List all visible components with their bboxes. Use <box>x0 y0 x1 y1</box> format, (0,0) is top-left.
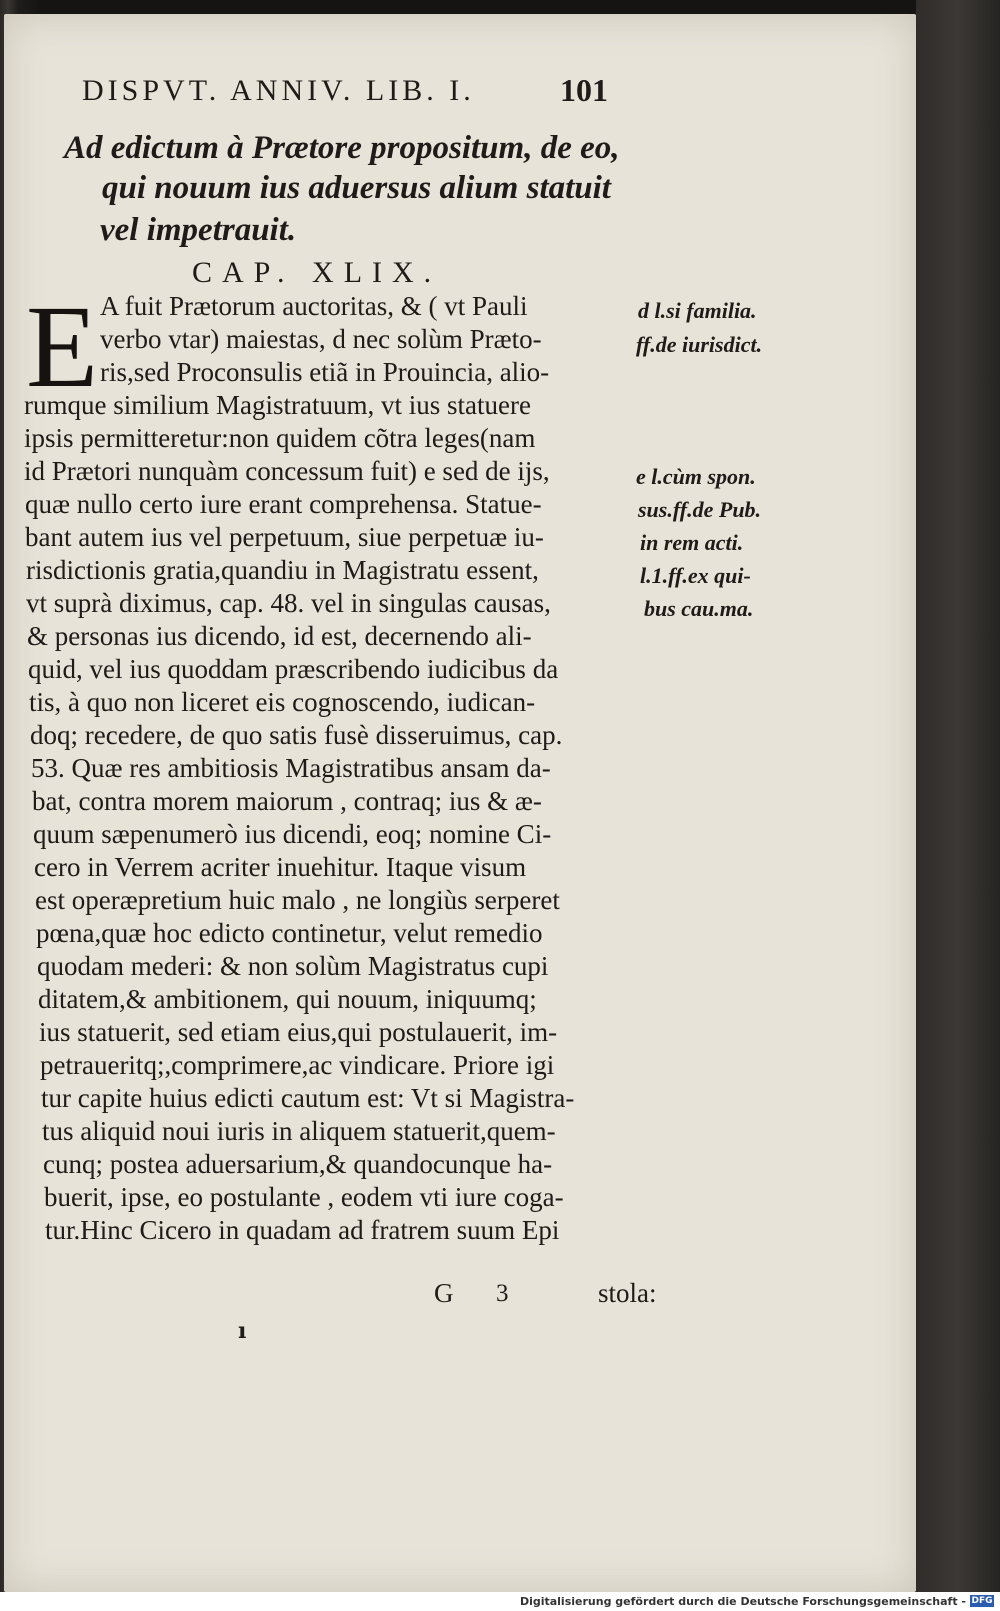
body-line: doq; recedere, de quo satis fusè disseruimus, cap. <box>30 720 563 750</box>
running-head: DISPVT. ANNIV. LIB. I. <box>82 74 475 107</box>
body-line: ris,sed Proconsulis etiã in Prouincia, alio- <box>100 357 550 387</box>
body-line: rumque similium Magistratuum, vt ius statuere <box>24 390 531 420</box>
margin-note: e l.cùm spon. <box>636 464 756 489</box>
body-line: quæ nullo certo iure erant comprehensa. Statue- <box>25 489 542 519</box>
body-line: tus aliquid noui iuris in aliquem statuerit,quem- <box>42 1116 556 1146</box>
body-line: cunq; postea aduersarium,& quandocunque ha- <box>43 1149 553 1179</box>
body-line: A fuit Prætorum auctoritas, & ( vt Pauli <box>100 291 528 321</box>
body-line: bant autem ius vel perpetuum, siue perpetuæ iu- <box>25 522 544 552</box>
body-line: quid, vel ius quoddam præscribendo iudicibus da <box>28 654 559 684</box>
catchword: stola: <box>598 1278 657 1308</box>
body-line: est operæpretium huic malo , ne longiùs serperet <box>35 885 560 915</box>
chapter-title-line: qui nouum ius aduersus alium statuit <box>102 170 611 206</box>
margin-note: ff.de iurisdict. <box>636 332 763 357</box>
chapter-heading: CAP. XLIX. <box>192 256 442 289</box>
body-line: tur capite huius edicti cautum est: Vt si Magistra- <box>41 1083 575 1113</box>
body-line: vt suprà diximus, cap. 48. vel in singulas causas, <box>26 588 551 618</box>
signature-mark: G <box>434 1278 454 1308</box>
signature-number: 3 <box>496 1280 509 1307</box>
margin-note: in rem acti. <box>640 530 744 555</box>
stray-ink-mark: ı <box>238 1318 247 1344</box>
body-line: verbo vtar) maiestas, d nec solùm Præto- <box>100 324 542 354</box>
body-line: pœna,quæ hoc edicto continetur, velut remedio <box>36 918 543 948</box>
body-line: ditatem,& ambitionem, qui nouum, iniquumq; <box>38 984 537 1014</box>
book-edge <box>916 0 1000 1611</box>
margin-note: sus.ff.de Pub. <box>638 497 762 522</box>
body-line: ius statuerit, sed etiam eius,qui postulauerit, im- <box>39 1017 558 1047</box>
body-line: id Prætori nunquàm concessum fuit) e sed de ijs, <box>24 456 550 486</box>
digitization-credit: Digitalisierung gefördert durch die Deutsche Forschungsgemeinschaft - <box>519 1595 966 1608</box>
body-line: bat, contra morem maiorum , contraq; ius & æ- <box>32 786 542 816</box>
body-line: 53. Quæ res ambitiosis Magistratibus ansam da- <box>31 753 551 783</box>
drop-cap-initial: E <box>26 281 99 412</box>
body-line: & personas ius dicendo, id est, decernendo ali- <box>27 621 532 651</box>
body-line: quodam mederi: & non solùm Magistratus cupi <box>37 951 549 981</box>
body-line: tur.Hinc Cicero in quadam ad fratrem suum Epi <box>45 1215 560 1245</box>
margin-note: bus cau.ma. <box>644 596 754 621</box>
body-line: petraueritq;,comprimere,ac vindicare. Priore igi <box>40 1050 555 1080</box>
margin-note: d l.si familia. <box>638 298 757 323</box>
body-line: tis, à quo non liceret eis cognoscendo, iudican- <box>29 687 536 717</box>
body-line: buerit, ipse, eo postulante , eodem vti iure coga- <box>44 1182 564 1212</box>
body-line: risdictionis gratia,quandiu in Magistratu essent, <box>26 555 539 585</box>
chapter-title-line: vel impetrauit. <box>100 212 297 248</box>
body-line: quum sæpenumerò ius dicendi, eoq; nomine Ci- <box>33 819 552 849</box>
body-line: cero in Verrem acriter inuehitur. Itaque visum <box>34 852 527 882</box>
margin-note: l.1.ff.ex qui- <box>640 563 751 588</box>
chapter-title-line: Ad edictum à Prætore propositum, de eo, <box>64 130 620 166</box>
dfg-logo-icon: DFG <box>971 1596 993 1606</box>
page-number: 101 <box>560 72 608 108</box>
body-line: ipsis permitteretur:non quidem cõtra leges(nam <box>24 423 536 453</box>
